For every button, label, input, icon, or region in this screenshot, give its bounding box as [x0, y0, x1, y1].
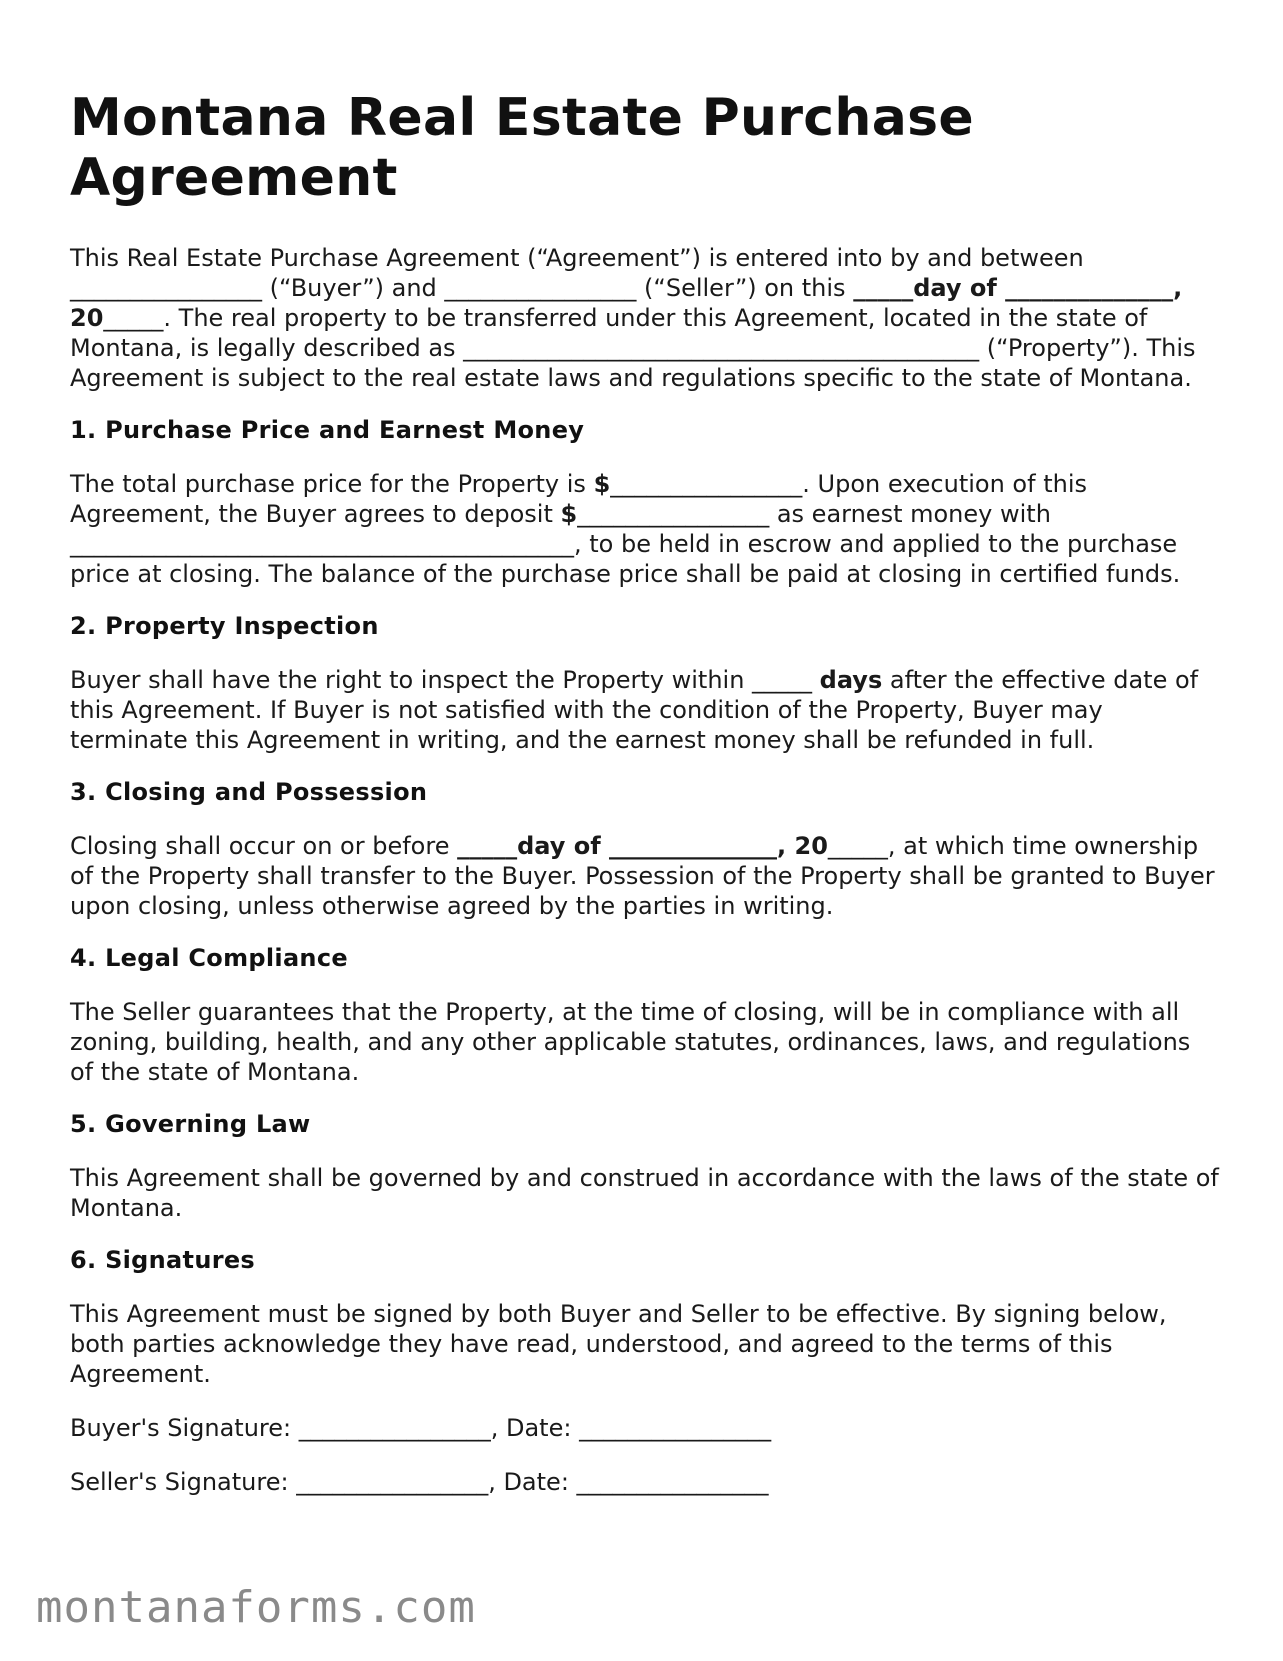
- section-heading-closing: 3. Closing and Possession: [70, 778, 428, 806]
- purchase-text-2: ________________. Upon execution of this Agreement, the Buyer agrees to deposit: [70, 470, 1087, 528]
- intro-text-1: This Real Estate Purchase Agreement (“Agreement”) is entered into by and between ________________ (“Buyer”) and ________________ (“Seller”) on this: [70, 244, 1084, 302]
- section-body-closing: [70, 831, 1220, 921]
- purchase-text-3: ________________ as earnest money with __________________________________________, to be held in escrow and applied to the purchase price at closing. The balance of the purchase price shall be paid at closing in certified funds.: [70, 500, 1181, 588]
- closing-text-2: _____, at which time ownership of the Property shall transfer to the Buyer. Possession of the Property shall be granted to Buyer upon closing, unless otherwise agreed by the parties in writing.: [70, 832, 1215, 920]
- section-heading-purchase-price: 1. Purchase Price and Earnest Money: [70, 416, 585, 444]
- section-body-inspection: [70, 665, 1220, 755]
- purchase-text-1: The total purchase price for the Property is: [70, 470, 594, 498]
- section-heading-governing-law: 5. Governing Law: [70, 1110, 311, 1138]
- section-heading-signatures: 6. Signatures: [70, 1246, 256, 1274]
- intro-paragraph: [70, 243, 1220, 393]
- document-title: Montana Real Estate Purchase Agreement: [70, 88, 974, 208]
- inspection-days-bold: days: [819, 666, 883, 694]
- section-heading-compliance: 4. Legal Compliance: [70, 944, 348, 972]
- section-body-purchase-price: [70, 469, 1220, 589]
- watermark: montanaforms.com: [36, 1582, 476, 1633]
- inspection-text-2: after the effective date of this Agreement. If Buyer is not satisfied with the condition of the Property, Buyer may terminate this Agreement in writing, and the earnest money shall be refunded in full.: [70, 666, 1199, 754]
- purchase-dollar-2: $: [560, 500, 578, 528]
- purchase-dollar-1: $: [593, 470, 611, 498]
- intro-text-2: _____. The real property to be transferred under this Agreement, located in the state of Montana, is legally described as ___________________________________________ (“Property”). This Agreement is subject to the real estate laws and regulations specific to the state of Montana.: [70, 304, 1196, 392]
- buyer-signature-line: Buyer's Signature: ________________, Date: ________________: [70, 1414, 772, 1442]
- section-body-governing-law: This Agreement shall be governed by and construed in accordance with the laws of the state of Montana.: [70, 1164, 1219, 1222]
- closing-text-1: Closing shall occur on or before: [70, 832, 458, 860]
- inspection-text-1: Buyer shall have the right to inspect the Property within _____: [70, 666, 820, 694]
- section-heading-inspection: 2. Property Inspection: [70, 612, 379, 640]
- document-page: [70, 88, 1220, 1497]
- intro-date-bold: _____day of ______________, 20: [70, 274, 1183, 332]
- section-body-compliance: The Seller guarantees that the Property, at the time of closing, will be in compliance with all zoning, building, health, and any other applicable statutes, ordinances, laws, and regulations of the state of Montana.: [70, 998, 1191, 1086]
- section-body-signatures: This Agreement must be signed by both Buyer and Seller to be effective. By signing below, both parties acknowledge they have read, understood, and agreed to the terms of this Agreement.: [70, 1300, 1167, 1388]
- closing-date-bold: _____day of ______________, 20: [457, 832, 828, 860]
- seller-signature-line: Seller's Signature: ________________, Date: ________________: [70, 1468, 769, 1496]
